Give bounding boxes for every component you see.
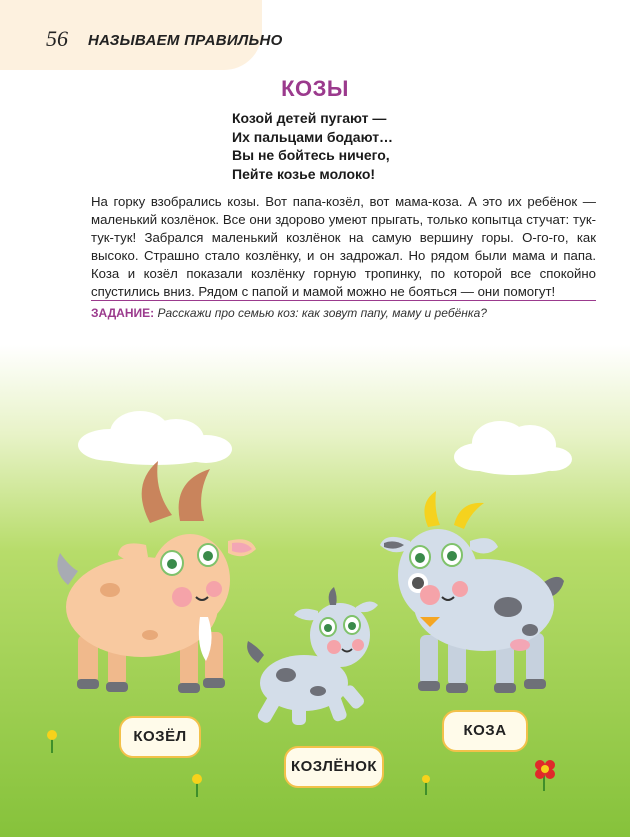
story-title: КОЗЫ <box>281 76 349 101</box>
divider <box>91 300 596 301</box>
poem-line: Пейте козье молоко! <box>232 165 376 182</box>
task-text: Расскажи про семью коз: как зовут папу, маму и ребёнка? <box>157 306 487 320</box>
label-kid: КОЗЛЁНОК <box>284 746 384 788</box>
poem <box>232 109 393 183</box>
poem-line: Их пальцами бодают… <box>232 128 394 145</box>
label-father: КОЗЁЛ <box>119 716 201 758</box>
task <box>91 306 487 320</box>
page-number: 56 <box>46 26 68 51</box>
task-label: ЗАДАНИЕ: <box>91 306 155 320</box>
section-title: НАЗЫВАЕМ ПРАВИЛЬНО <box>88 32 283 49</box>
poem-line: Вы не бойтесь ничего, <box>232 147 390 163</box>
poem-line: Козой детей пугают — <box>232 110 387 126</box>
story-text: На горку взобрались козы. Вот папа-козёл, вот мама-коза. А это их ребёнок — маленький козлёнок. Все они здорово умеют прыгать, только копытца стучат: тук-тук-тук! Забрался маленький козлёнок на самую вершину горы. О-го-го, как высоко. Страшно стало козлёнку, и он задрожал. Но рядом были мама и папа. Коза и козёл показали козлёнку горную тропинку, по которой все спокойно спустились вниз. Рядом с папой и мамой можно не бояться — они помогут! <box>91 194 596 299</box>
label-mother: КОЗА <box>442 710 528 752</box>
